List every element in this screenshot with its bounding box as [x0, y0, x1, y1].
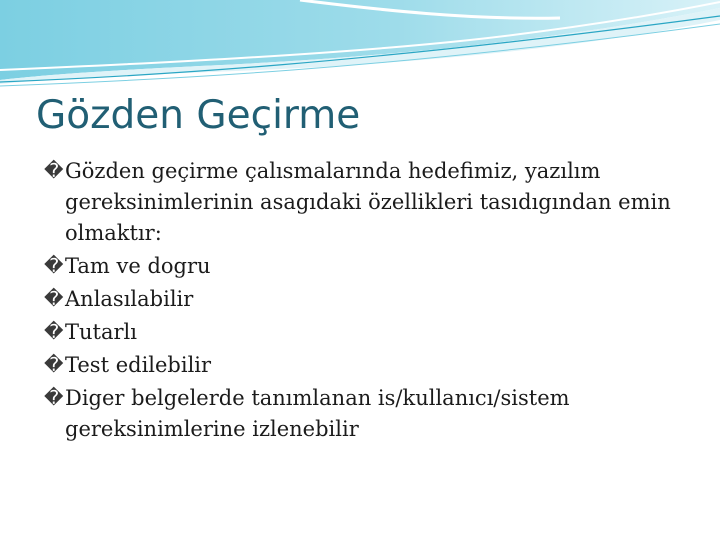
bullet-item: [44, 383, 684, 445]
bullet-text: Test edilebilir: [65, 353, 212, 377]
bullet-glyph-icon: �: [44, 160, 64, 182]
bullet-item: [44, 156, 684, 249]
header-wave-decoration: [0, 0, 720, 95]
bullet-text: Tam ve dogru: [65, 254, 211, 278]
bullet-item: [44, 317, 684, 348]
bullet-item: [44, 284, 684, 315]
bullet-glyph-icon: �: [44, 354, 64, 376]
bullet-item: [44, 251, 684, 282]
slide-title: Gözden Geçirme: [36, 93, 361, 138]
bullet-text: Tutarlı: [65, 320, 137, 344]
bullet-glyph-icon: �: [44, 255, 64, 277]
bullet-list: [44, 156, 684, 447]
bullet-text: Diger belgelerde tanımlanan is/kullanıcı/sistem gereksinimlerine izlenebilir: [65, 386, 570, 441]
bullet-glyph-icon: �: [44, 288, 64, 310]
bullet-glyph-icon: �: [44, 387, 64, 409]
bullet-glyph-icon: �: [44, 321, 64, 343]
bullet-item: [44, 350, 684, 381]
bullet-text: Anlasılabilir: [65, 287, 194, 311]
bullet-text: Gözden geçirme çalısmalarında hedefimiz, yazılım gereksinimlerinin asagıdaki özellikleri tasıdıgından emin olmaktır:: [65, 159, 671, 245]
